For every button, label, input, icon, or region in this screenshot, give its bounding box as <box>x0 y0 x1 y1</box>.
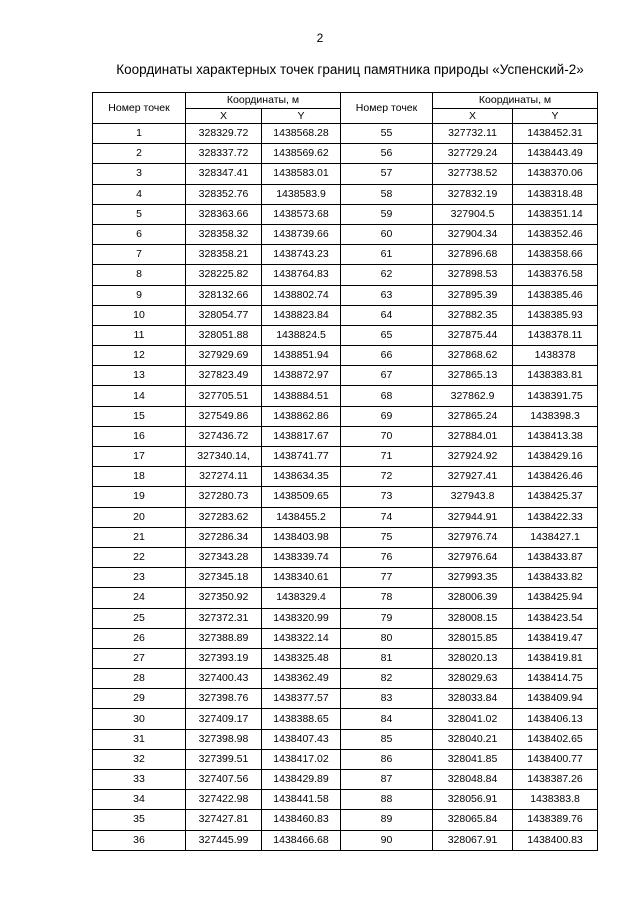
cell-x-right: 327898.53 <box>433 265 513 285</box>
cell-x-left: 328358.21 <box>186 245 262 265</box>
table-row <box>93 810 598 830</box>
cell-point-number-left: 9 <box>93 285 186 305</box>
cell-point-number-right: 74 <box>341 507 433 527</box>
header-coordinates-right: Координаты, м <box>433 93 598 109</box>
cell-point-number-left: 19 <box>93 487 186 507</box>
cell-x-left: 328358.32 <box>186 224 262 244</box>
cell-point-number-left: 17 <box>93 447 186 467</box>
cell-y-left: 1438455.2 <box>262 507 341 527</box>
cell-y-left: 1438466.68 <box>262 830 341 850</box>
cell-y-left: 1438583.9 <box>262 184 341 204</box>
cell-y-left: 1438429.89 <box>262 770 341 790</box>
cell-point-number-right: 78 <box>341 588 433 608</box>
cell-x-left: 327400.43 <box>186 669 262 689</box>
cell-x-right: 328008.15 <box>433 608 513 628</box>
table-row <box>93 224 598 244</box>
cell-y-right: 1438378.11 <box>513 325 598 345</box>
cell-x-right: 327976.74 <box>433 527 513 547</box>
cell-x-left: 327343.28 <box>186 547 262 567</box>
cell-y-left: 1438743.23 <box>262 245 341 265</box>
cell-point-number-left: 21 <box>93 527 186 547</box>
cell-x-left: 327549.86 <box>186 406 262 426</box>
cell-y-right: 1438398.3 <box>513 406 598 426</box>
cell-point-number-left: 23 <box>93 568 186 588</box>
cell-x-left: 328352.76 <box>186 184 262 204</box>
cell-x-left: 327350.92 <box>186 588 262 608</box>
cell-x-left: 327286.34 <box>186 527 262 547</box>
cell-y-right: 1438429.16 <box>513 447 598 467</box>
cell-y-left: 1438817.67 <box>262 426 341 446</box>
cell-y-right: 1438400.83 <box>513 830 598 850</box>
cell-y-left: 1438407.43 <box>262 729 341 749</box>
cell-y-right: 1438376.58 <box>513 265 598 285</box>
cell-x-left: 328132.66 <box>186 285 262 305</box>
table-row <box>93 346 598 366</box>
cell-x-right: 327738.52 <box>433 164 513 184</box>
table-row <box>93 588 598 608</box>
cell-x-left: 327427.81 <box>186 810 262 830</box>
cell-y-right: 1438443.49 <box>513 144 598 164</box>
cell-point-number-left: 25 <box>93 608 186 628</box>
cell-x-right: 327862.9 <box>433 386 513 406</box>
cell-y-left: 1438460.83 <box>262 810 341 830</box>
cell-y-right: 1438378 <box>513 346 598 366</box>
table-row <box>93 608 598 628</box>
cell-x-left: 328363.66 <box>186 204 262 224</box>
cell-point-number-right: 69 <box>341 406 433 426</box>
cell-point-number-right: 83 <box>341 689 433 709</box>
cell-y-left: 1438325.48 <box>262 648 341 668</box>
cell-x-right: 328029.63 <box>433 669 513 689</box>
cell-y-left: 1438569.62 <box>262 144 341 164</box>
cell-point-number-right: 61 <box>341 245 433 265</box>
cell-x-left: 328051.88 <box>186 325 262 345</box>
cell-y-left: 1438862.86 <box>262 406 341 426</box>
cell-x-right: 328065.84 <box>433 810 513 830</box>
cell-x-left: 327399.51 <box>186 749 262 769</box>
cell-point-number-right: 89 <box>341 810 433 830</box>
cell-x-left: 327345.18 <box>186 568 262 588</box>
cell-y-left: 1438377.57 <box>262 689 341 709</box>
cell-y-right: 1438433.87 <box>513 547 598 567</box>
cell-point-number-right: 66 <box>341 346 433 366</box>
cell-x-left: 327274.11 <box>186 467 262 487</box>
cell-x-right: 327832.19 <box>433 184 513 204</box>
cell-y-right: 1438383.81 <box>513 366 598 386</box>
cell-y-right: 1438423.54 <box>513 608 598 628</box>
cell-y-left: 1438823.84 <box>262 305 341 325</box>
cell-point-number-left: 30 <box>93 709 186 729</box>
page-number: 2 <box>316 31 324 45</box>
table-row <box>93 265 598 285</box>
cell-point-number-right: 90 <box>341 830 433 850</box>
cell-point-number-right: 68 <box>341 386 433 406</box>
cell-point-number-left: 32 <box>93 749 186 769</box>
cell-y-left: 1438884.51 <box>262 386 341 406</box>
table-row <box>93 689 598 709</box>
coordinates-table <box>92 92 598 851</box>
cell-y-left: 1438802.74 <box>262 285 341 305</box>
cell-point-number-right: 73 <box>341 487 433 507</box>
cell-point-number-right: 87 <box>341 770 433 790</box>
cell-x-left: 328347.41 <box>186 164 262 184</box>
cell-y-left: 1438764.83 <box>262 265 341 285</box>
cell-point-number-right: 72 <box>341 467 433 487</box>
header-y-right: Y <box>513 108 598 124</box>
header-coordinates-left: Координаты, м <box>186 93 341 109</box>
cell-point-number-left: 15 <box>93 406 186 426</box>
cell-y-right: 1438400.77 <box>513 749 598 769</box>
table-row <box>93 487 598 507</box>
cell-x-right: 328033.84 <box>433 689 513 709</box>
cell-point-number-left: 20 <box>93 507 186 527</box>
header-point-number-left: Номер точек <box>93 93 186 124</box>
cell-point-number-left: 34 <box>93 790 186 810</box>
cell-y-right: 1438358.66 <box>513 245 598 265</box>
table-row <box>93 770 598 790</box>
cell-x-right: 327884.01 <box>433 426 513 446</box>
cell-y-left: 1438739.66 <box>262 224 341 244</box>
cell-y-right: 1438351.14 <box>513 204 598 224</box>
cell-point-number-right: 58 <box>341 184 433 204</box>
header-x-left: X <box>186 108 262 124</box>
table-row <box>93 245 598 265</box>
table-row <box>93 305 598 325</box>
cell-x-left: 327409.17 <box>186 709 262 729</box>
cell-point-number-left: 12 <box>93 346 186 366</box>
cell-point-number-left: 36 <box>93 830 186 850</box>
cell-point-number-left: 27 <box>93 648 186 668</box>
cell-y-left: 1438441.58 <box>262 790 341 810</box>
cell-point-number-right: 81 <box>341 648 433 668</box>
cell-x-left: 327398.76 <box>186 689 262 709</box>
cell-point-number-right: 86 <box>341 749 433 769</box>
cell-x-left: 327407.56 <box>186 770 262 790</box>
cell-point-number-right: 80 <box>341 628 433 648</box>
cell-x-right: 327993.35 <box>433 568 513 588</box>
cell-x-right: 327868.62 <box>433 346 513 366</box>
cell-x-left: 328225.82 <box>186 265 262 285</box>
cell-y-left: 1438824.5 <box>262 325 341 345</box>
cell-y-left: 1438340.61 <box>262 568 341 588</box>
cell-x-left: 327705.51 <box>186 386 262 406</box>
cell-x-right: 327732.11 <box>433 124 513 144</box>
cell-point-number-right: 67 <box>341 366 433 386</box>
cell-y-right: 1438419.81 <box>513 648 598 668</box>
cell-x-left: 327372.31 <box>186 608 262 628</box>
cell-x-left: 327340.14, <box>186 447 262 467</box>
cell-point-number-right: 84 <box>341 709 433 729</box>
table-row <box>93 285 598 305</box>
cell-x-left: 328054.77 <box>186 305 262 325</box>
cell-y-right: 1438385.46 <box>513 285 598 305</box>
cell-point-number-right: 71 <box>341 447 433 467</box>
cell-point-number-left: 10 <box>93 305 186 325</box>
cell-x-right: 327924.92 <box>433 447 513 467</box>
cell-point-number-left: 3 <box>93 164 186 184</box>
table-row <box>93 144 598 164</box>
cell-y-right: 1438427.1 <box>513 527 598 547</box>
table-row <box>93 124 598 144</box>
cell-x-right: 327896.68 <box>433 245 513 265</box>
cell-point-number-left: 16 <box>93 426 186 446</box>
cell-y-left: 1438403.98 <box>262 527 341 547</box>
cell-x-right: 327882.35 <box>433 305 513 325</box>
cell-y-left: 1438568.28 <box>262 124 341 144</box>
cell-x-right: 328067.91 <box>433 830 513 850</box>
table-row <box>93 830 598 850</box>
cell-point-number-left: 29 <box>93 689 186 709</box>
cell-y-right: 1438426.46 <box>513 467 598 487</box>
cell-x-left: 327388.89 <box>186 628 262 648</box>
cell-point-number-left: 33 <box>93 770 186 790</box>
table-row <box>93 386 598 406</box>
cell-point-number-left: 5 <box>93 204 186 224</box>
cell-x-right: 327865.13 <box>433 366 513 386</box>
cell-y-right: 1438413.38 <box>513 426 598 446</box>
table-row <box>93 527 598 547</box>
cell-y-right: 1438425.37 <box>513 487 598 507</box>
cell-point-number-right: 64 <box>341 305 433 325</box>
table-row <box>93 426 598 446</box>
cell-x-left: 327422.98 <box>186 790 262 810</box>
cell-x-right: 328048.84 <box>433 770 513 790</box>
cell-point-number-left: 1 <box>93 124 186 144</box>
cell-y-left: 1438329.4 <box>262 588 341 608</box>
cell-y-left: 1438320.99 <box>262 608 341 628</box>
cell-y-right: 1438352.46 <box>513 224 598 244</box>
cell-x-right: 328056.91 <box>433 790 513 810</box>
table-row <box>93 648 598 668</box>
cell-y-left: 1438634.35 <box>262 467 341 487</box>
cell-point-number-right: 65 <box>341 325 433 345</box>
cell-x-left: 327929.69 <box>186 346 262 366</box>
cell-point-number-left: 18 <box>93 467 186 487</box>
cell-x-right: 327944.91 <box>433 507 513 527</box>
cell-point-number-left: 6 <box>93 224 186 244</box>
cell-point-number-right: 62 <box>341 265 433 285</box>
cell-y-left: 1438741.77 <box>262 447 341 467</box>
cell-x-left: 327445.99 <box>186 830 262 850</box>
cell-y-right: 1438419.47 <box>513 628 598 648</box>
cell-x-left: 327280.73 <box>186 487 262 507</box>
cell-x-right: 327904.34 <box>433 224 513 244</box>
cell-point-number-right: 79 <box>341 608 433 628</box>
cell-point-number-right: 55 <box>341 124 433 144</box>
table-row <box>93 709 598 729</box>
cell-y-right: 1438433.82 <box>513 568 598 588</box>
header-point-number-right: Номер точек <box>341 93 433 124</box>
cell-y-left: 1438417.02 <box>262 749 341 769</box>
cell-y-right: 1438387.26 <box>513 770 598 790</box>
cell-point-number-left: 26 <box>93 628 186 648</box>
cell-x-left: 327436.72 <box>186 426 262 446</box>
cell-y-left: 1438573.68 <box>262 204 341 224</box>
cell-y-left: 1438362.49 <box>262 669 341 689</box>
cell-y-left: 1438872.97 <box>262 366 341 386</box>
table-row <box>93 406 598 426</box>
cell-x-left: 328337.72 <box>186 144 262 164</box>
cell-point-number-right: 57 <box>341 164 433 184</box>
cell-y-right: 1438389.76 <box>513 810 598 830</box>
table-row <box>93 184 598 204</box>
table-body <box>93 124 598 851</box>
cell-y-left: 1438388.65 <box>262 709 341 729</box>
cell-x-right: 328015.85 <box>433 628 513 648</box>
cell-point-number-left: 8 <box>93 265 186 285</box>
cell-point-number-right: 76 <box>341 547 433 567</box>
cell-point-number-left: 11 <box>93 325 186 345</box>
cell-x-left: 328329.72 <box>186 124 262 144</box>
table-row <box>93 366 598 386</box>
table-row <box>93 164 598 184</box>
cell-y-right: 1438422.33 <box>513 507 598 527</box>
cell-y-left: 1438851.94 <box>262 346 341 366</box>
cell-x-right: 327927.41 <box>433 467 513 487</box>
cell-point-number-right: 60 <box>341 224 433 244</box>
table-row <box>93 325 598 345</box>
cell-x-right: 328006.39 <box>433 588 513 608</box>
cell-x-right: 327729.24 <box>433 144 513 164</box>
cell-y-right: 1438370.06 <box>513 164 598 184</box>
table-row <box>93 547 598 567</box>
cell-y-right: 1438406.13 <box>513 709 598 729</box>
cell-point-number-left: 28 <box>93 669 186 689</box>
cell-x-right: 327865.24 <box>433 406 513 426</box>
cell-point-number-right: 88 <box>341 790 433 810</box>
cell-y-right: 1438452.31 <box>513 124 598 144</box>
cell-point-number-left: 24 <box>93 588 186 608</box>
cell-y-left: 1438322.14 <box>262 628 341 648</box>
cell-point-number-right: 70 <box>341 426 433 446</box>
table-row <box>93 204 598 224</box>
cell-point-number-right: 63 <box>341 285 433 305</box>
cell-y-left: 1438583.01 <box>262 164 341 184</box>
cell-x-left: 327283.62 <box>186 507 262 527</box>
cell-point-number-left: 35 <box>93 810 186 830</box>
table-row <box>93 628 598 648</box>
cell-y-right: 1438391.75 <box>513 386 598 406</box>
cell-x-left: 327398.98 <box>186 729 262 749</box>
cell-x-right: 327895.39 <box>433 285 513 305</box>
cell-x-right: 327976.64 <box>433 547 513 567</box>
cell-point-number-right: 85 <box>341 729 433 749</box>
cell-x-right: 328041.85 <box>433 749 513 769</box>
cell-y-left: 1438339.74 <box>262 547 341 567</box>
cell-x-right: 327875.44 <box>433 325 513 345</box>
cell-point-number-left: 22 <box>93 547 186 567</box>
table-row <box>93 749 598 769</box>
cell-point-number-right: 56 <box>341 144 433 164</box>
cell-y-right: 1438385.93 <box>513 305 598 325</box>
cell-point-number-left: 2 <box>93 144 186 164</box>
cell-point-number-left: 14 <box>93 386 186 406</box>
table-row <box>93 669 598 689</box>
cell-y-right: 1438318.48 <box>513 184 598 204</box>
cell-x-right: 328020.13 <box>433 648 513 668</box>
cell-y-right: 1438414.75 <box>513 669 598 689</box>
cell-point-number-left: 13 <box>93 366 186 386</box>
header-y-left: Y <box>262 108 341 124</box>
cell-x-left: 327823.49 <box>186 366 262 386</box>
cell-x-right: 327904.5 <box>433 204 513 224</box>
cell-y-left: 1438509.65 <box>262 487 341 507</box>
header-x-right: X <box>433 108 513 124</box>
table-row <box>93 447 598 467</box>
cell-x-right: 328041.02 <box>433 709 513 729</box>
cell-point-number-right: 82 <box>341 669 433 689</box>
table-row <box>93 507 598 527</box>
cell-x-left: 327393.19 <box>186 648 262 668</box>
cell-x-right: 327943.8 <box>433 487 513 507</box>
cell-y-right: 1438425.94 <box>513 588 598 608</box>
cell-y-right: 1438409.94 <box>513 689 598 709</box>
cell-x-right: 328040.21 <box>433 729 513 749</box>
cell-y-right: 1438383.8 <box>513 790 598 810</box>
table-row <box>93 568 598 588</box>
table-row <box>93 790 598 810</box>
cell-point-number-left: 4 <box>93 184 186 204</box>
cell-point-number-right: 59 <box>341 204 433 224</box>
document-title: Координаты характерных точек границ памятника природы «Успенский-2» <box>116 62 584 77</box>
cell-point-number-left: 7 <box>93 245 186 265</box>
table-row <box>93 729 598 749</box>
table-row <box>93 467 598 487</box>
cell-point-number-right: 75 <box>341 527 433 547</box>
cell-point-number-right: 77 <box>341 568 433 588</box>
cell-point-number-left: 31 <box>93 729 186 749</box>
cell-y-right: 1438402.65 <box>513 729 598 749</box>
